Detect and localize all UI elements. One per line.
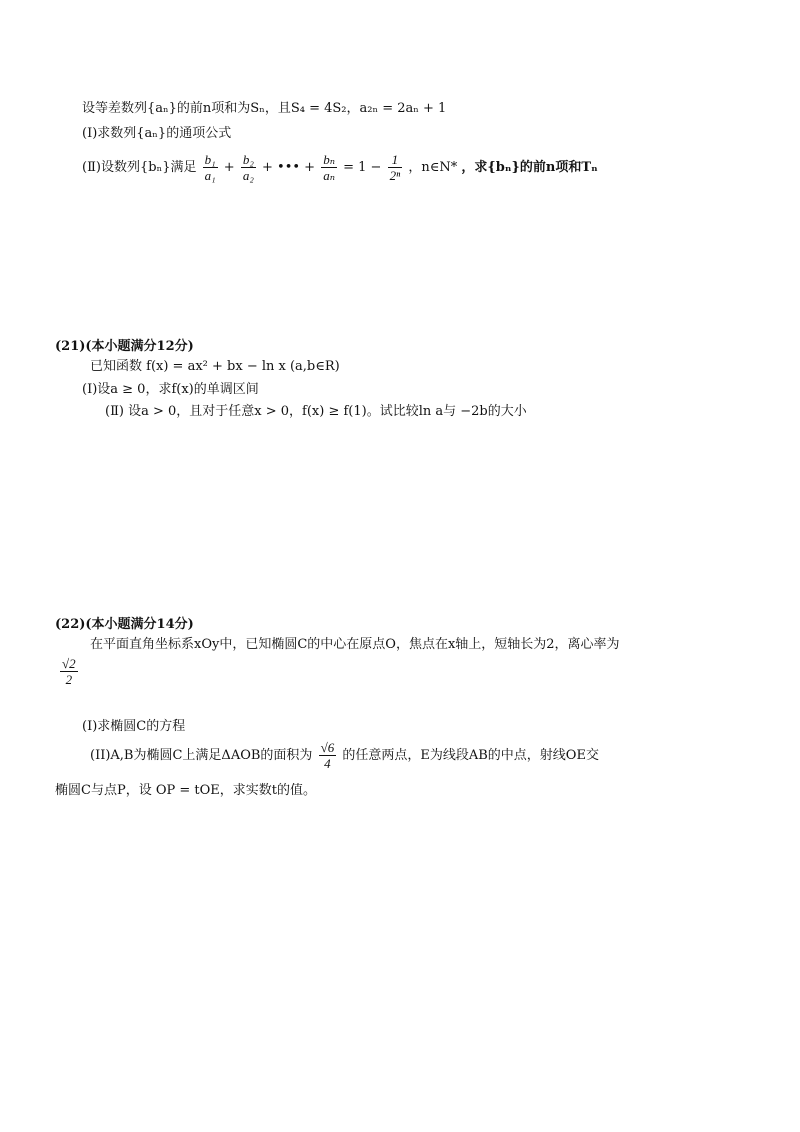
q22-part2 xyxy=(90,736,599,776)
q22-part1: (I)求椭圆C的方程 xyxy=(82,719,186,734)
q22-eccentricity xyxy=(58,656,80,687)
q20-intro: 设等差数列{aₙ}的前n项和为Sₙ，且S₄ = 4S₂，a₂ₙ = 2aₙ + 1 xyxy=(82,101,447,116)
q21-header: (21)(本小题满分12分) xyxy=(55,339,194,354)
q20-part2-before: (Ⅱ)设数列{bₙ}满足 xyxy=(82,160,197,175)
q20-part1: (Ⅰ)求数列{aₙ}的通项公式 xyxy=(82,126,232,141)
q21-part2: (Ⅱ) 设a > 0，且对于任意x > 0，f(x) ≥ f(1)。试比较ln a与 −2b的大小 xyxy=(105,404,527,419)
q22-given: 在平面直角坐标系xOy中，已知椭圆C的中心在原点O，焦点在x轴上，短轴长为2，离心率为 xyxy=(90,637,620,652)
q22-part2-after: 的任意两点，E为线段AB的中点，射线OE交 xyxy=(342,748,599,763)
q20-dots: + ••• + xyxy=(262,160,316,175)
q22-part2-before: (II)A,B为椭圆C上满足ΔAOB的面积为 xyxy=(90,748,313,763)
q22-header: (22)(本小题满分14分) xyxy=(55,617,194,632)
q20-condition: ，n∈N* xyxy=(408,160,458,175)
q21-part1: (Ⅰ)设a ≥ 0，求f(x)的单调区间 xyxy=(82,382,259,397)
fraction-sqrt2-over-2: $\frac{√2}{2}$ xyxy=(62,656,76,687)
fraction-b1-a1: $\frac{\text{b₁}}{\text{a₁}}$ xyxy=(204,152,216,183)
q21-given: 已知函数 f(x) = ax² + bx − ln x (a,b∈R) xyxy=(90,359,340,374)
fraction-bn-an: $\frac{\text{bₙ}}{\text{aₙ}}$ xyxy=(323,152,335,183)
q22-part2-line2: 椭圆C与点P，设 OP = tOE，求实数t的值。 xyxy=(55,783,316,798)
q20-part2-after: ，求{bₙ}的前n项和Tₙ xyxy=(461,160,598,175)
fraction-sqrt6-over-4: $\frac{√6}{4}$ xyxy=(320,740,335,771)
q20-part2: (Ⅱ)设数列{bₙ}满足 $\frac{\text{b₁}}{\text{a₁}}$ + $\frac{\text{b₂}}{\text{a₂}}$ + ••• + $\frac{\text{bₙ}}{\text{aₙ}}$ = 1 − $\frac{1}{\text{2ⁿ}}$ ，n∈N* ，求{bₙ}的前n项和Tₙ xyxy=(82,152,598,183)
fraction-b2-a2: $\frac{\text{b₂}}{\text{a₂}}$ xyxy=(242,152,254,183)
q20-eq-tail: = 1 − xyxy=(343,160,382,175)
fraction-1-2n: $\frac{1}{\text{2ⁿ}}$ xyxy=(389,152,401,183)
